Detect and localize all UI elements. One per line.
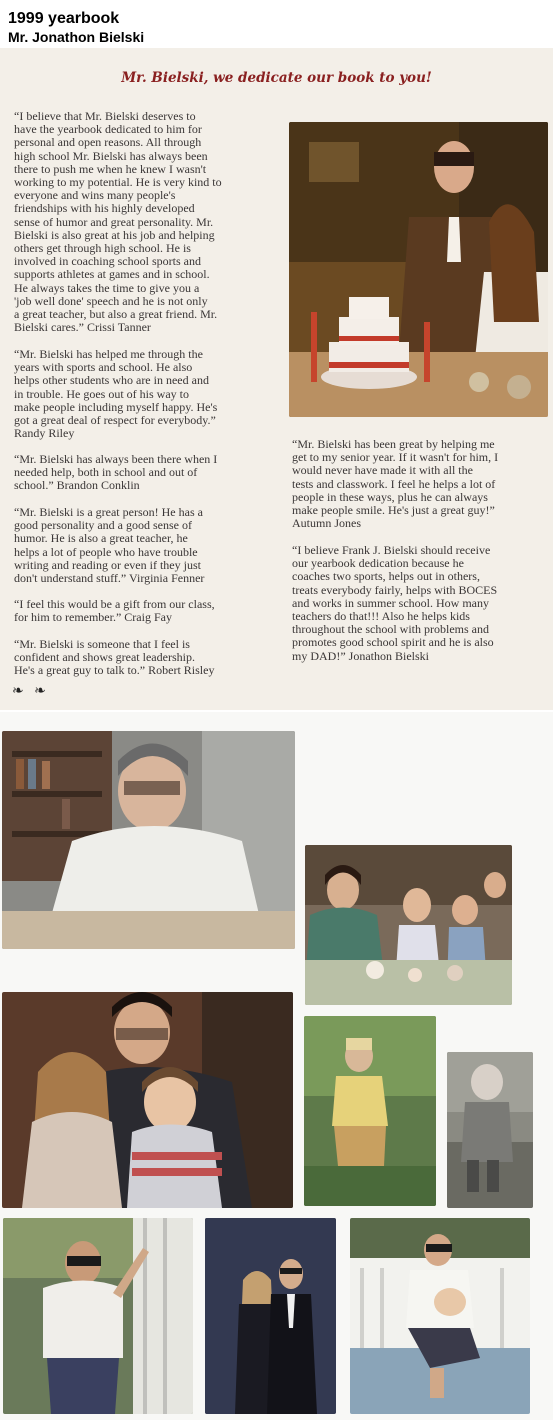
quote-line: confident and shows great leadership. <box>14 650 195 665</box>
quote-line: make people smile. He's just a great guy!” <box>292 503 495 518</box>
quote-line: have the yearbook dedicated to him for <box>14 122 202 137</box>
quote-autumn-jones <box>292 438 553 530</box>
quote-line: Bielski is also great at his job and helping <box>14 227 215 242</box>
quote-line: “Mr. Bielski has always been there when I <box>14 452 218 466</box>
quote-line: teachers do that!!! Also he helps kids <box>292 609 470 624</box>
photo-wedding-cake <box>289 122 548 417</box>
quote-line: “Mr. Bielski has been great by helping me <box>292 438 495 451</box>
quote-line: don't understand stuff.” Virginia Fenner <box>14 571 205 586</box>
quote-line: supports athletes at games and in school. <box>14 267 210 282</box>
quote-line: “I believe Frank J. Bielski should receive <box>292 544 491 557</box>
quote-line: my DAD!” Jonathon Bielski <box>292 648 429 663</box>
photo-man-painting <box>3 1218 193 1414</box>
quote-line: humor. He is also a great teacher, he <box>14 531 188 546</box>
quote-line: “Mr. Bielski is someone that I feel is <box>14 637 190 651</box>
quote-line: “Mr. Bielski has helped me through the <box>14 347 203 361</box>
quote-line: a great teacher, but also a great friend. Mr. <box>14 307 218 322</box>
quote-line: “I believe that Mr. Bielski deserves to <box>14 109 196 123</box>
quote-line: make people including myself happy. He's <box>14 399 218 414</box>
photo-man-with-baby <box>350 1218 530 1414</box>
paw-prints-icon: ❧ ❧ <box>12 683 49 699</box>
quote-line: others get through high school. He is <box>14 241 191 256</box>
photo-toddler <box>447 1052 533 1208</box>
quote-line: personal and open reasons. All through <box>14 135 202 150</box>
quote-line: sense of humor and great personality. Mr. <box>14 214 214 229</box>
quote-line: promotes good school spirit and he is also <box>292 635 494 650</box>
quote-robert-risley <box>14 638 214 678</box>
quote-line: friendships with his highly developed <box>14 201 195 216</box>
quote-virginia-fenner <box>14 506 204 585</box>
quote-line: throughout the school with problems and <box>292 622 489 637</box>
quote-line: high school Mr. Bielski has always been <box>14 148 208 163</box>
quote-line: writing and reading or even if they just <box>14 557 201 572</box>
photo-boy-football <box>304 1016 436 1206</box>
quote-line: people in these ways, plus he can always <box>292 489 488 504</box>
quote-line: Bielski cares.” Crissi Tanner <box>14 320 151 335</box>
header-title: 1999 yearbook <box>8 10 120 27</box>
quote-crissi-tanner <box>14 110 222 334</box>
quote-line: there to push me when he knew I wasn't <box>14 161 207 176</box>
quote-line: would never have made it with all the <box>292 463 473 478</box>
quote-line: got a great deal of respect for everybody.” <box>14 413 216 428</box>
quote-line: involved in coaching school sports and <box>14 254 201 269</box>
quote-line: and works in summer school. How many <box>292 595 489 610</box>
quote-line: coaches two sports, helps out in others, <box>292 569 480 584</box>
quote-line: our yearbook dedication because he <box>292 556 464 571</box>
photo-couple-formal <box>205 1218 336 1414</box>
quote-line: working to my potential. He is very kind to <box>14 175 222 190</box>
quote-line: needed help, both in school and out of <box>14 465 198 480</box>
quote-line: get to my senior year. If it wasn't for him, I <box>292 450 499 465</box>
dedication-title: Mr. Bielski, we dedicate our book to you! <box>121 70 432 86</box>
quote-line: treats everybody fairly, helps with BOCES <box>292 582 498 597</box>
quote-randy-riley <box>14 348 217 440</box>
quote-line: “I feel this would be a gift from our class, <box>14 597 215 611</box>
quote-line: He's a great guy to talk to.” Robert Risley <box>14 663 215 678</box>
quote-line: Randy Riley <box>14 426 75 441</box>
quote-line: He always takes the time to give you a <box>14 280 200 295</box>
header-subtitle: Mr. Jonathon Bielski <box>8 29 145 45</box>
quote-line: everyone and wins many people's <box>14 188 176 203</box>
quote-line: “Mr. Bielski is a great person! He has a <box>14 505 203 519</box>
quote-brandon-conklin <box>14 453 217 493</box>
photo-man-with-children <box>2 992 293 1208</box>
quote-line: helps a lot of people who have trouble <box>14 544 198 559</box>
quote-line: school.” Brandon Conklin <box>14 478 140 493</box>
quote-line: for him to remember.” Craig Fay <box>14 610 172 625</box>
quote-craig-fay <box>14 598 215 624</box>
quote-jonathon-bielski <box>292 544 553 663</box>
photo-family-party <box>305 845 512 1005</box>
quote-line: in trouble. He goes out of his way to <box>14 386 189 401</box>
quote-line: Autumn Jones <box>292 516 361 531</box>
quote-line: tests and classwork. I feel he helps a lot of <box>292 476 496 491</box>
quote-line: helps other students who are in need and <box>14 373 209 388</box>
photo-man-at-desk <box>2 731 295 949</box>
quote-line: 'job well done' speech and he is not only <box>14 293 208 308</box>
quote-line: good personality and a good sense of <box>14 518 192 533</box>
quote-line: years with sports and school. He also <box>14 360 193 375</box>
